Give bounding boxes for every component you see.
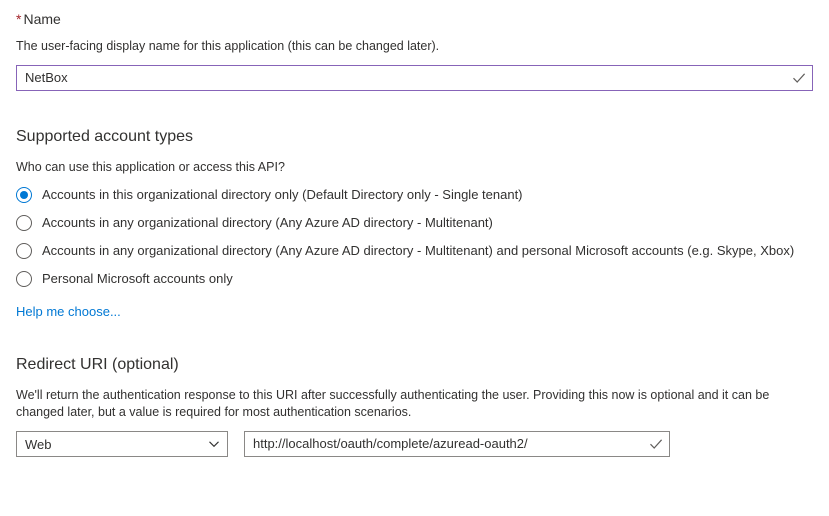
radio-icon[interactable] xyxy=(16,271,32,287)
redirect-platform-select[interactable] xyxy=(16,431,228,457)
redirect-uri-value[interactable]: http://localhost/oauth/complete/azuread-oauth2/ xyxy=(253,436,528,451)
radio-option-multitenant[interactable] xyxy=(16,214,813,232)
radio-option-label: Accounts in any organizational directory (Any Azure AD directory - Multitenant) xyxy=(42,215,493,230)
radio-option-label: Accounts in this organizational directory only (Default Directory only - Single tenant) xyxy=(42,187,523,202)
chevron-down-icon[interactable] xyxy=(201,438,227,450)
checkmark-icon xyxy=(786,71,812,85)
name-label-text: Name xyxy=(23,11,61,27)
redirect-uri-row xyxy=(16,431,813,457)
help-me-choose-link[interactable]: Help me choose... xyxy=(16,304,121,319)
name-input-value[interactable]: NetBox xyxy=(25,70,68,85)
radio-option-label: Personal Microsoft accounts only xyxy=(42,271,233,286)
name-label xyxy=(16,10,813,28)
name-description: The user-facing display name for this application (this can be changed later). xyxy=(16,39,440,53)
radio-icon[interactable] xyxy=(16,215,32,231)
radio-option-personal-only[interactable] xyxy=(16,270,813,288)
radio-icon[interactable] xyxy=(16,243,32,259)
redirect-uri-title: Redirect URI (optional) xyxy=(16,356,179,373)
radio-option-multitenant-and-personal[interactable] xyxy=(16,242,813,260)
required-asterisk: * xyxy=(16,11,22,27)
name-input[interactable] xyxy=(16,65,813,91)
supported-account-types-title: Supported account types xyxy=(16,128,194,145)
redirect-uri-description: We'll return the authentication response to this URI after successfully authenticating the user. Providing this now is optional and it can be changed later, but a value is required for most authentication scenarios. xyxy=(16,388,770,419)
redirect-uri-input[interactable] xyxy=(244,431,670,457)
radio-option-single-tenant[interactable] xyxy=(16,186,813,204)
supported-account-types-question: Who can use this application or access this API? xyxy=(16,160,285,174)
redirect-platform-value[interactable]: Web xyxy=(25,436,52,452)
radio-option-label: Accounts in any organizational directory (Any Azure AD directory - Multitenant) and personal Microsoft accounts (e.g. Skype, Xbox) xyxy=(42,243,795,258)
radio-icon[interactable] xyxy=(16,187,32,203)
checkmark-icon xyxy=(643,437,669,451)
